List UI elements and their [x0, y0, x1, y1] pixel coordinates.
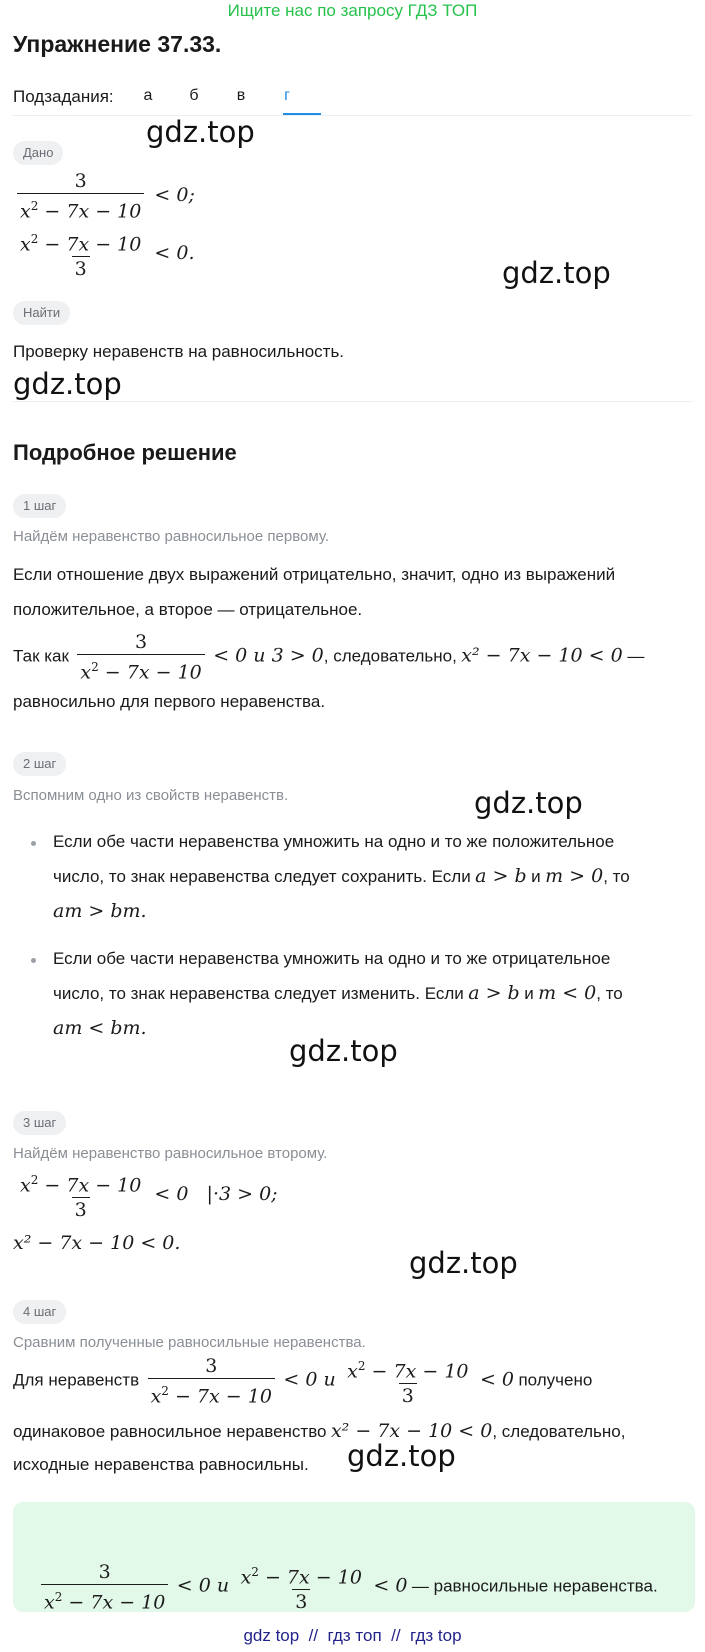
math-expr: < 0 и [176, 1574, 230, 1597]
text: Так как [13, 646, 69, 666]
text: , следовательно, [323, 646, 457, 666]
text: , следовательно, [492, 1422, 626, 1441]
text: и [524, 984, 534, 1003]
given-badge: Дано [13, 141, 63, 165]
page-title: Упражнение 37.33. [13, 31, 222, 57]
text: число, то знак неравенства следует изменить. Если [53, 984, 464, 1003]
step-2-hint: Вспомним одно из свойств неравенств. [13, 787, 289, 804]
watermark: gdz.top [409, 1246, 518, 1280]
rule-1-line-2 [53, 865, 630, 887]
step-3-hint: Найдём неравенство равносильное второму. [13, 1145, 328, 1162]
watermark: gdz.top [347, 1439, 456, 1473]
rule-2-result: am < bm. [53, 1017, 147, 1039]
step-4-line-2 [13, 1420, 625, 1442]
math-expr: a > b [468, 982, 520, 1004]
given-inequality-2: $\frac{x^2 - 7x - 10}{3}$ < 0. [20, 232, 195, 281]
math-expr: < 0 [479, 1368, 515, 1391]
search-banner[interactable]: Ищите нас по запросу ГДЗ ТОП [227, 1, 478, 20]
step-1-line-3: Так как $\frac{3}{x^2 - 7x - 10}$ < 0 и 3 > 0, следовательно, x² − 7x − 10 < 0 — [13, 631, 645, 684]
inequality-rhs: < 0; [154, 184, 195, 207]
fraction-denominator: 3 [72, 256, 90, 281]
watermark: gdz.top [13, 367, 122, 401]
math-expr: a > b [475, 865, 527, 887]
section-divider [13, 401, 693, 402]
watermark: gdz.top [474, 786, 583, 820]
step-4-hint: Сравним полученные равносильные неравенства. [13, 1334, 366, 1351]
rule-2-line-1: Если обе части неравенства умножить на одно и то же отрицательное [53, 949, 611, 968]
watermark: gdz.top [146, 115, 255, 149]
answer-line: $\frac{3}{x^2 - 7x - 10}$ < 0 и $\frac{x^2 - 7x - 10}{3}$ < 0 — равносильные неравенства. [37, 1560, 658, 1614]
step-1-line-2: положительное, а второе — отрицательное. [13, 600, 363, 619]
step-3-badge: 3 шаг [13, 1111, 66, 1135]
step-4-line-1: Для неравенств $\frac{3}{x^2 - 7x - 10}$ < 0 и $\frac{x^2 - 7x - 10}{3}$ < 0 получено [13, 1355, 593, 1408]
var-x: x [20, 233, 31, 256]
watermark: gdz.top [502, 256, 611, 290]
step-2-badge: 2 шаг [13, 752, 66, 776]
math-expr: x² − 7x − 10 < 0 [461, 644, 623, 667]
rule-1-line-1: Если обе части неравенства умножить на одно и то же положительное [53, 832, 615, 851]
text: число, то знак неравенства следует сохранить. Если [53, 867, 471, 886]
watermark: gdz.top [289, 1034, 398, 1068]
math-expr: m > 0 [545, 865, 604, 887]
tab-g[interactable]: г [284, 87, 290, 104]
given-inequality-1: $\frac{3}{x^2 - 7x - 10}$ < 0; [13, 169, 195, 223]
step-3-expression: $\frac{x^2 - 7x - 10}{3}$ < 0 |·3 > 0; [20, 1173, 278, 1222]
active-tab-indicator [283, 113, 321, 115]
find-badge: Найти [13, 301, 70, 325]
text: одинаковое равносильное неравенство [13, 1422, 327, 1441]
text: получено [518, 1370, 593, 1390]
math-expr: < 0 |·3 > 0; [154, 1183, 278, 1206]
math-expr: m < 0 [538, 982, 597, 1004]
step-1-badge: 1 шаг [13, 494, 66, 518]
text: и [531, 867, 541, 886]
text: Для неравенств [13, 1370, 140, 1390]
text: , то [603, 867, 630, 886]
step-1-hint: Найдём неравенство равносильное первому. [13, 528, 330, 545]
solution-heading: Подробное решение [13, 440, 237, 465]
rule-1-result: am > bm. [53, 900, 147, 922]
text: — равносильные неравенства. [411, 1576, 658, 1596]
tab-a[interactable]: а [143, 87, 153, 104]
math-expr: x² − 7x − 10 < 0 [330, 1420, 493, 1442]
text: , то [596, 984, 623, 1003]
math-expr: < 0 и 3 > 0 [213, 644, 324, 667]
tab-v[interactable]: в [236, 87, 246, 104]
text: — [622, 646, 645, 666]
math-expr: < 0 [373, 1574, 408, 1597]
inequality-rhs: < 0. [154, 242, 195, 265]
step-3-result: x² − 7x − 10 < 0. [13, 1232, 181, 1254]
tab-b[interactable]: б [189, 87, 199, 104]
footer-links[interactable]: gdz top // гдз топ // гдз top [243, 1626, 462, 1645]
step-4-badge: 4 шаг [13, 1300, 66, 1324]
bullet-icon [31, 958, 36, 963]
fraction-numerator: 3 [74, 170, 87, 192]
tabs-divider [13, 115, 693, 116]
var-x: x [20, 200, 31, 223]
step-4-line-3: исходные неравенства равносильны. [13, 1455, 309, 1474]
math-expr: < 0 и [283, 1368, 336, 1391]
bullet-icon [31, 841, 36, 846]
step-1-line-1: Если отношение двух выражений отрицательно, значит, одно из выражений [13, 565, 616, 584]
fraction-denominator: − 7x − 10 [44, 200, 142, 223]
fraction-numerator: − 7x − 10 [44, 233, 142, 256]
find-text: Проверку неравенств на равносильность. [13, 342, 345, 361]
step-1-line-4: равносильно для первого неравенства. [13, 692, 326, 711]
rule-2-line-2 [53, 982, 623, 1004]
subtasks-label: Подзадания: [13, 87, 114, 106]
